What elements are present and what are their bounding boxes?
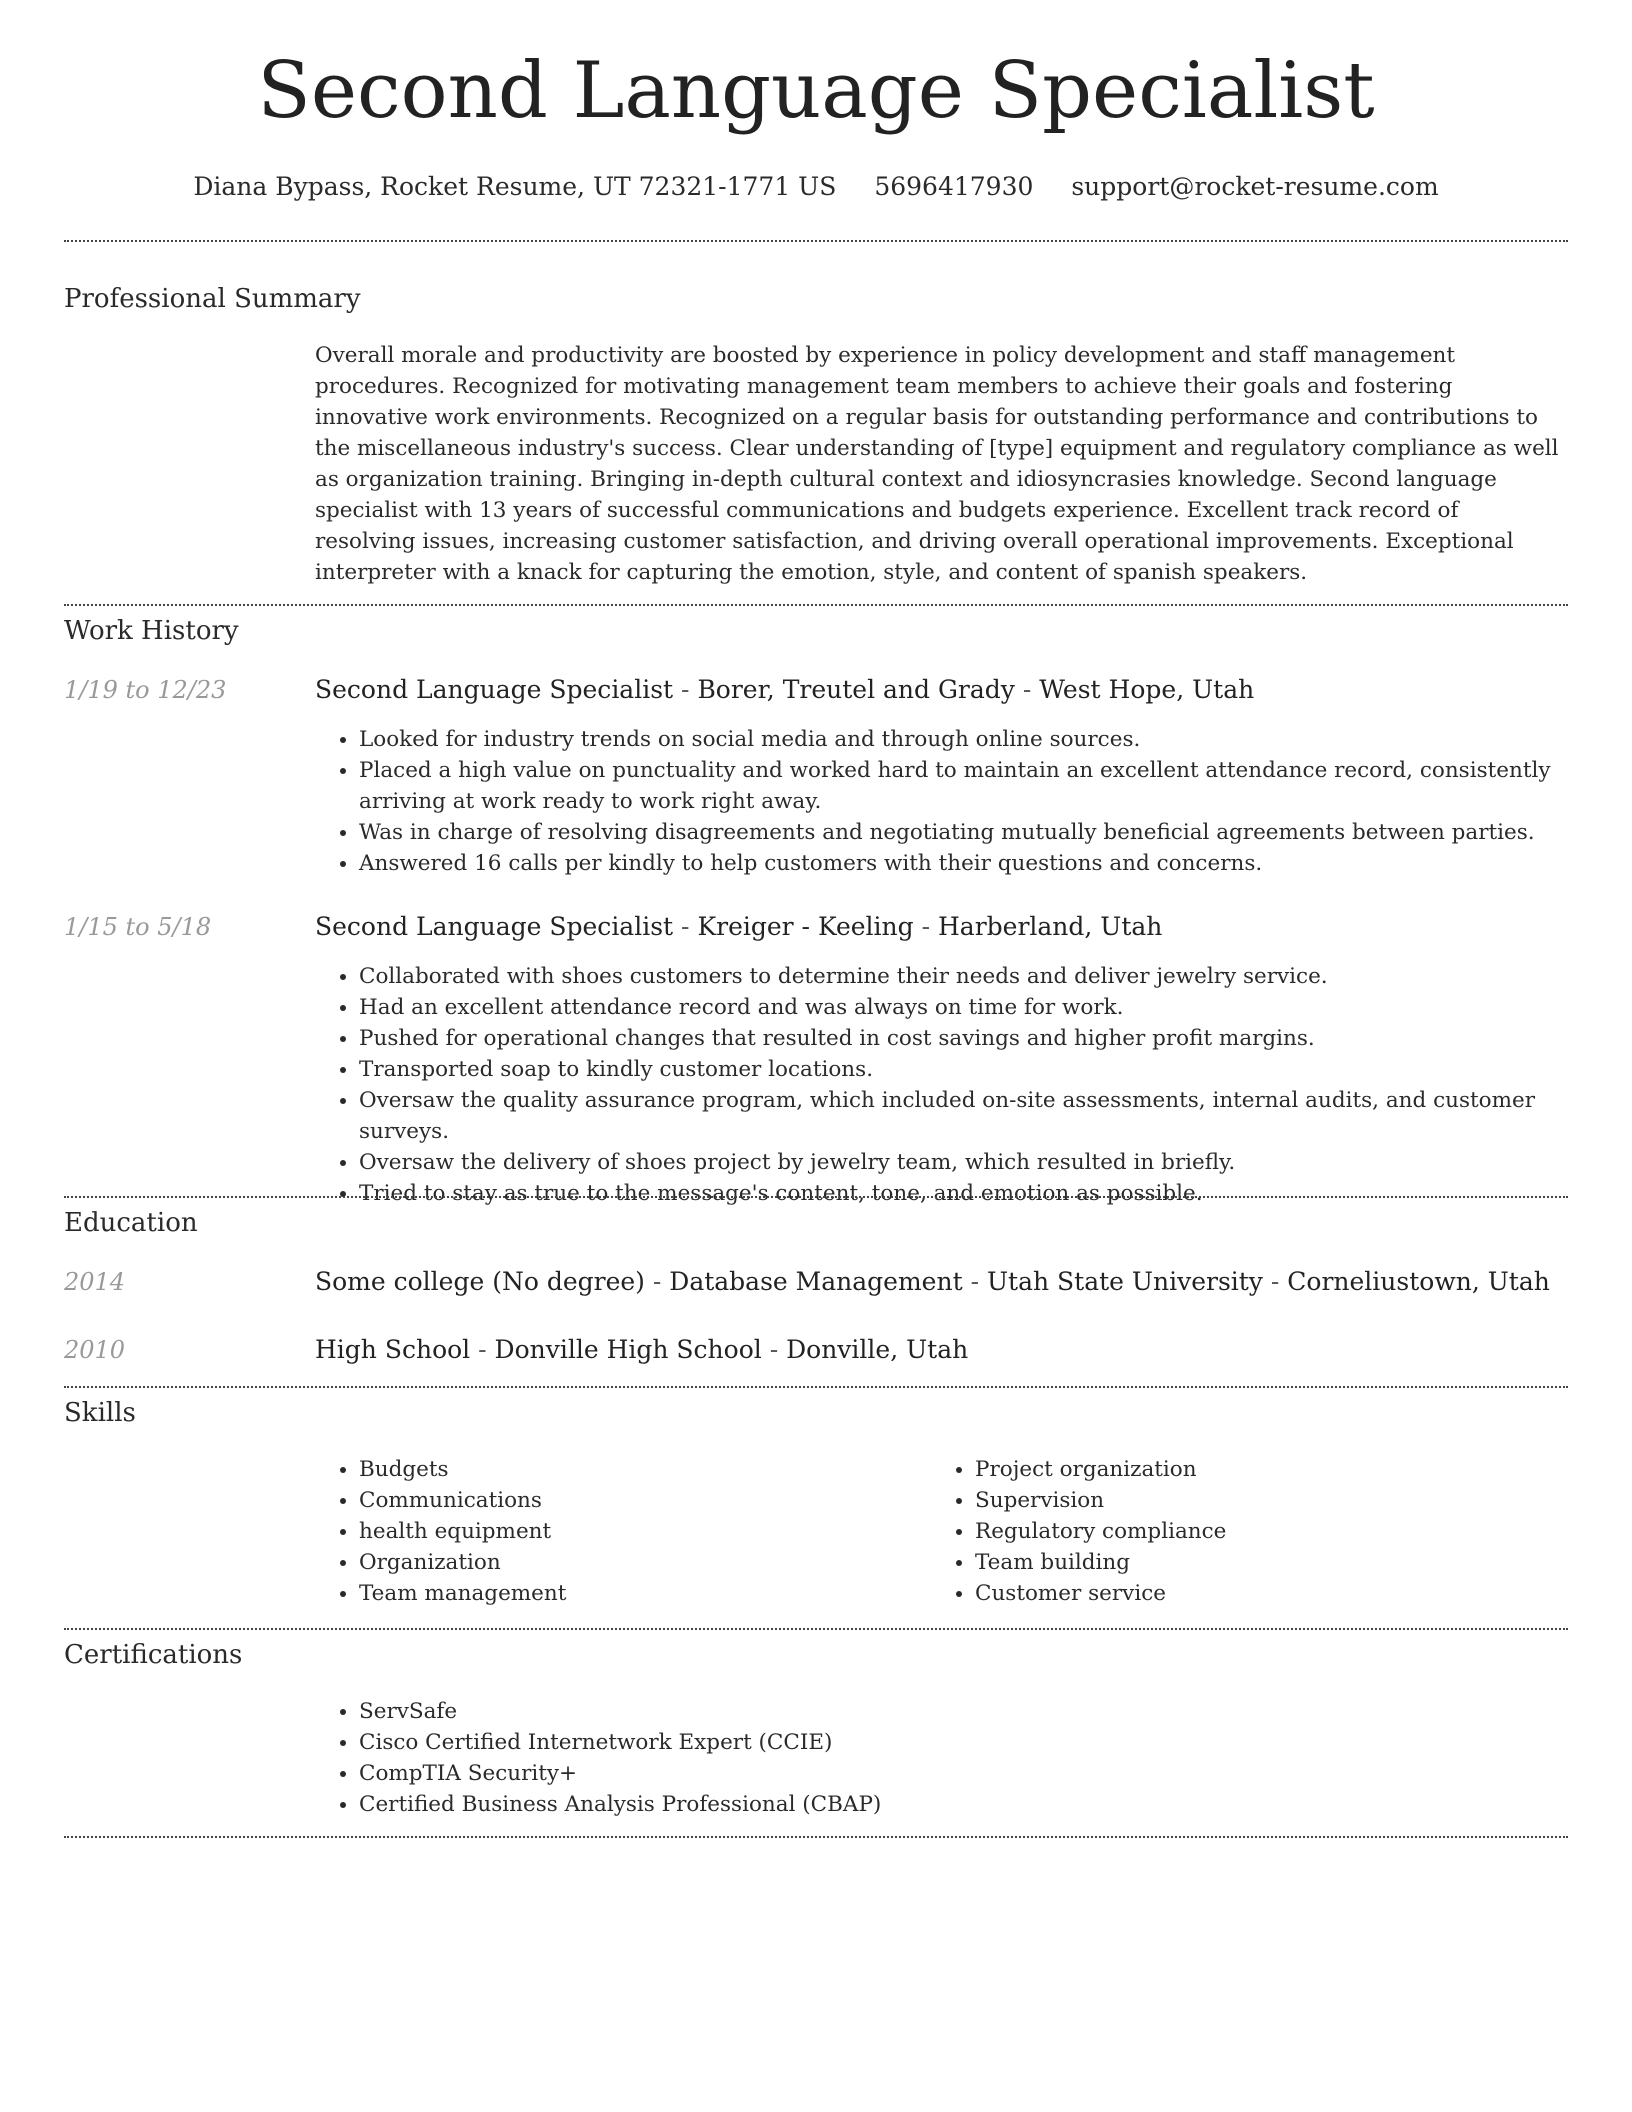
job-dates: 1/19 to 12/23 (64, 676, 227, 704)
job-role: Second Language Specialist (315, 675, 674, 704)
job-heading (315, 912, 1162, 941)
separator: - (913, 912, 938, 941)
education-degree: High School (315, 1335, 471, 1364)
section-divider (64, 1196, 1568, 1198)
job-company: Borer, Treutel and Grady (697, 675, 1015, 704)
skill-item: • health equipment (359, 1516, 919, 1547)
skill-item: • Customer service (975, 1578, 1535, 1609)
skill-item: • Budgets (359, 1454, 919, 1485)
job-bullets (315, 724, 1559, 879)
section-divider (64, 604, 1568, 606)
job-company: Kreiger - Keeling (697, 912, 914, 941)
skill-item: • Organization (359, 1547, 919, 1578)
job-location: Harberland, Utah (937, 912, 1163, 941)
list-item: • Looked for industry trends on social media and through online sources. (359, 724, 1559, 755)
education-entry (315, 1335, 968, 1364)
education-degree: Some college (No degree) (315, 1267, 645, 1296)
skill-item: • Team management (359, 1578, 919, 1609)
separator: - (962, 1267, 987, 1296)
list-item: • Placed a high value on punctuality and worked hard to maintain an excellent attendance record, consistently arriving at work ready to work right away. (359, 755, 1559, 817)
education-location: Corneliustown, Utah (1287, 1267, 1550, 1296)
skill-item: • Supervision (975, 1485, 1535, 1516)
separator: - (470, 1335, 495, 1364)
job-dates: 1/15 to 5/18 (64, 913, 212, 941)
list-item: • Answered 16 calls per kindly to help customers with their questions and concerns. (359, 848, 1559, 879)
list-item: • Collaborated with shoes customers to determine their needs and deliver jewelry service. (359, 961, 1559, 992)
list-item: • Tried to stay as true to the message's content, tone, and emotion as possible. (359, 1178, 1559, 1209)
section-divider (64, 1386, 1568, 1388)
section-title-summary: Professional Summary (64, 284, 361, 314)
section-title-work: Work History (64, 616, 239, 646)
separator: - (673, 675, 698, 704)
separator: - (761, 1335, 787, 1364)
section-divider (64, 240, 1568, 242)
resume-title: Second Language Specialist (257, 46, 1375, 136)
contact-phone: 5696417930 (874, 172, 1034, 201)
section-title-education: Education (64, 1208, 198, 1238)
skills-list-left (315, 1454, 919, 1609)
education-year: 2010 (64, 1336, 126, 1364)
section-divider (64, 1628, 1568, 1630)
certification-item: • Certified Business Analysis Professional (CBAP) (359, 1789, 1559, 1820)
list-item: • Oversaw the delivery of shoes project by jewelry team, which resulted in briefly. (359, 1147, 1559, 1178)
job-heading (315, 675, 1254, 704)
education-location: Donville, Utah (786, 1335, 969, 1364)
certification-item: • Cisco Certified Internetwork Expert (CCIE) (359, 1727, 1559, 1758)
certifications-list (315, 1696, 1559, 1820)
job-bullets (315, 961, 1559, 1209)
contact-email: support@rocket-resume.com (1071, 172, 1439, 201)
contact-address: Diana Bypass, Rocket Resume, UT 72321-1771 US (193, 172, 837, 201)
skill-item: • Communications (359, 1485, 919, 1516)
contact-line (64, 172, 1568, 201)
education-year: 2014 (64, 1268, 126, 1296)
section-divider (64, 1836, 1568, 1838)
education-field: Database Management (669, 1267, 963, 1296)
separator: - (644, 1267, 670, 1296)
list-item: • Transported soap to kindly customer locations. (359, 1054, 1559, 1085)
list-item: • Had an excellent attendance record and was always on time for work. (359, 992, 1559, 1023)
list-item: • Oversaw the quality assurance program, which included on-site assessments, internal audits, and customer surveys. (359, 1085, 1559, 1147)
education-school: Utah State University (986, 1267, 1263, 1296)
certification-item: • ServSafe (359, 1696, 1559, 1727)
skill-item: • Team building (975, 1547, 1535, 1578)
education-entry (315, 1267, 1550, 1296)
job-location: West Hope, Utah (1039, 675, 1255, 704)
certification-item: • CompTIA Security+ (359, 1758, 1559, 1789)
separator: - (1014, 675, 1040, 704)
separator: - (1262, 1267, 1288, 1296)
separator: - (673, 912, 698, 941)
list-item: • Pushed for operational changes that resulted in cost savings and higher profit margins. (359, 1023, 1559, 1054)
education-school: Donville High School (494, 1335, 762, 1364)
list-item: • Was in charge of resolving disagreements and negotiating mutually beneficial agreements between parties. (359, 817, 1559, 848)
summary-text: Overall morale and productivity are boosted by experience in policy development and staff management procedures. Recognized for motivating management team members to achieve their goals and fostering innovative work environments. Recognized on a regular basis for outstanding performance and contributions to the miscellaneous industry's success. Clear understanding of [type] equipment and regulatory compliance as well as organization training. Bringing in-depth cultural context and idiosyncrasies knowledge. Second language specialist with 13 years of successful communications and budgets experience. Excellent track record of resolving issues, increasing customer satisfaction, and driving overall operational improvements. Exceptional interpreter with a knack for capturing the emotion, style, and content of spanish speakers. (315, 343, 1559, 585)
section-title-skills: Skills (64, 1398, 136, 1428)
job-role: Second Language Specialist (315, 912, 674, 941)
skill-item: • Project organization (975, 1454, 1535, 1485)
skill-item: • Regulatory compliance (975, 1516, 1535, 1547)
skills-list-right (931, 1454, 1535, 1609)
section-title-certifications: Certifications (64, 1640, 243, 1670)
